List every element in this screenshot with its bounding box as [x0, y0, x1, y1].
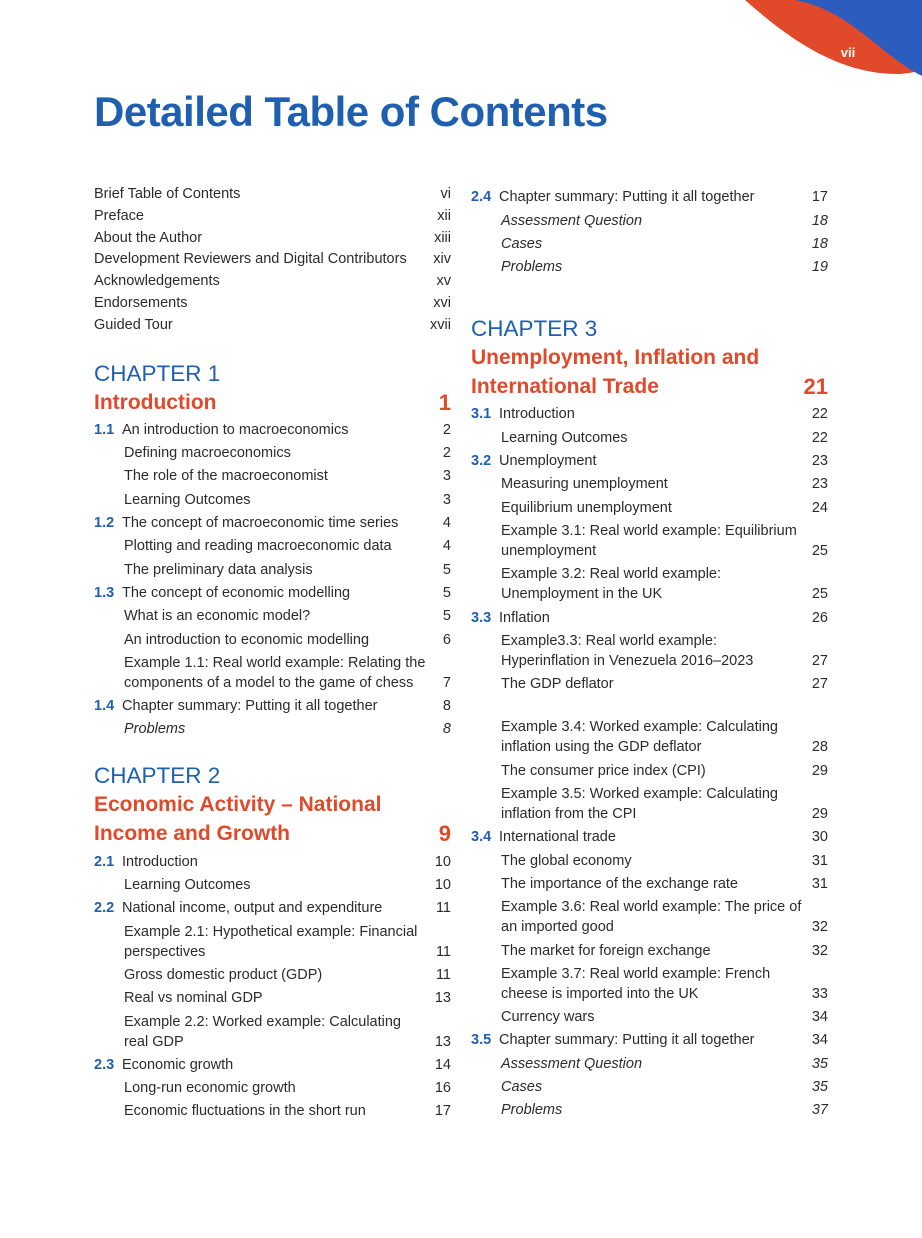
- toc-subsection[interactable]: Example 2.1: Hypothetical example: Financial perspectives 11: [124, 923, 451, 960]
- toc-column-left: [94, 184, 451, 1121]
- toc-subsection[interactable]: Currency wars 34: [501, 1009, 828, 1026]
- toc-subsection[interactable]: The role of the macroeconomist 3: [124, 468, 451, 485]
- toc-subsection[interactable]: Real vs nominal GDP 13: [124, 990, 451, 1007]
- toc-section[interactable]: 3.1 Introduction 22: [471, 406, 828, 423]
- chapter-title[interactable]: Introduction 1: [94, 389, 451, 415]
- toc-subsection[interactable]: Example 3.2: Real world example: Unemployment in the UK 25: [501, 566, 828, 603]
- toc-section[interactable]: 3.4 International trade 30: [471, 829, 828, 846]
- toc-section[interactable]: 3.2 Unemployment 23: [471, 453, 828, 470]
- toc-entry[interactable]: Endorsements xvi: [94, 294, 451, 311]
- toc-subsection[interactable]: Learning Outcomes 3: [124, 491, 451, 508]
- toc-subsection[interactable]: Example 3.5: Worked example: Calculating inflation from the CPI 29: [501, 786, 828, 823]
- toc-subsection[interactable]: Equilibrium unemployment 24: [501, 499, 828, 516]
- toc-subsection[interactable]: Learning Outcomes 22: [501, 429, 828, 446]
- toc-subsection[interactable]: Assessment Question 18: [501, 212, 828, 229]
- toc-subsection[interactable]: What is an economic model? 5: [124, 608, 451, 625]
- toc-section[interactable]: 2.1 Introduction 10: [94, 853, 451, 870]
- toc-subsection[interactable]: The preliminary data analysis 5: [124, 561, 451, 578]
- toc-section[interactable]: 1.2 The concept of macroeconomic time series 4: [94, 515, 451, 532]
- toc-section[interactable]: 3.3 Inflation 26: [471, 609, 828, 626]
- toc-subsection[interactable]: Assessment Question 35: [501, 1055, 828, 1072]
- toc-section[interactable]: 2.2 National income, output and expenditure 11: [94, 900, 451, 917]
- toc-subsection[interactable]: The global economy 31: [501, 852, 828, 869]
- toc-subsection[interactable]: An introduction to economic modelling 6: [124, 631, 451, 648]
- toc-subsection[interactable]: Example 2.2: Worked example: Calculating real GDP 13: [124, 1013, 451, 1050]
- toc-subsection[interactable]: Problems 19: [501, 259, 828, 276]
- corner-decoration: [0, 0, 922, 90]
- toc-subsection[interactable]: The market for foreign exchange 32: [501, 942, 828, 959]
- toc-subsection[interactable]: Example3.3: Real world example: Hyperinflation in Venezuela 2016–2023 27: [501, 632, 828, 669]
- toc-subsection[interactable]: Long-run economic growth 16: [124, 1080, 451, 1097]
- toc-subsection[interactable]: Example 3.6: Real world example: The price of an imported good 32: [501, 899, 828, 936]
- chapter-label: CHAPTER 3: [471, 316, 598, 342]
- toc-column-right: [471, 184, 828, 1120]
- chapter-title[interactable]: Economic Activity – National Income and Growth 9: [94, 793, 451, 847]
- toc-entry[interactable]: Guided Tour xvii: [94, 316, 451, 333]
- toc-subsection[interactable]: Example 3.7: Real world example: French cheese is imported into the UK 33: [501, 965, 828, 1002]
- toc-subsection[interactable]: Plotting and reading macroeconomic data 4: [124, 538, 451, 555]
- chapter-label: CHAPTER 1: [94, 360, 221, 386]
- toc-subsection[interactable]: Gross domestic product (GDP) 11: [124, 966, 451, 983]
- page-title: Detailed Table of Contents: [94, 88, 608, 135]
- toc-section[interactable]: 1.4 Chapter summary: Putting it all together 8: [94, 698, 451, 715]
- toc-subsection[interactable]: The importance of the exchange rate 31: [501, 875, 828, 892]
- toc-subsection[interactable]: Measuring unemployment 23: [501, 476, 828, 493]
- page-number: vii: [840, 45, 856, 60]
- toc-entry[interactable]: About the Author xiii: [94, 229, 451, 246]
- toc-subsection[interactable]: Defining macroeconomics 2: [124, 445, 451, 462]
- toc-section[interactable]: 2.4 Chapter summary: Putting it all together 17: [471, 189, 828, 206]
- toc-section[interactable]: 1.3 The concept of economic modelling 5: [94, 584, 451, 601]
- toc-subsection[interactable]: Economic fluctuations in the short run 17: [124, 1103, 451, 1120]
- toc-entry[interactable]: Development Reviewers and Digital Contributors xiv: [94, 251, 451, 268]
- toc-entry[interactable]: Acknowledgements xv: [94, 273, 451, 290]
- toc-subsection[interactable]: Example 3.1: Real world example: Equilibrium unemployment 25: [501, 522, 828, 559]
- toc-subsection[interactable]: The GDP deflator 27: [501, 676, 828, 693]
- toc-section[interactable]: 2.3 Economic growth 14: [94, 1056, 451, 1073]
- toc-subsection[interactable]: Learning Outcomes 10: [124, 877, 451, 894]
- toc-subsection[interactable]: The consumer price index (CPI) 29: [501, 762, 828, 779]
- toc-subsection[interactable]: Example 1.1: Real world example: Relating the components of a model to the game of chess 7: [124, 654, 451, 691]
- toc-section[interactable]: 1.1 An introduction to macroeconomics 2: [94, 421, 451, 438]
- chapter-title[interactable]: Unemployment, Inflation and International Trade 21: [471, 346, 828, 400]
- toc-subsection[interactable]: Cases 18: [501, 235, 828, 252]
- chapter-label: CHAPTER 2: [94, 763, 221, 789]
- toc-entry[interactable]: Brief Table of Contents vi: [94, 186, 451, 202]
- toc-subsection[interactable]: Problems 37: [501, 1102, 828, 1119]
- toc-section[interactable]: 3.5 Chapter summary: Putting it all together 34: [471, 1032, 828, 1049]
- toc-subsection[interactable]: Problems 8: [124, 721, 451, 738]
- toc-subsection[interactable]: Example 3.4: Worked example: Calculating inflation using the GDP deflator 28: [501, 719, 828, 756]
- toc-subsection[interactable]: Cases 35: [501, 1079, 828, 1096]
- toc-entry[interactable]: Preface xii: [94, 207, 451, 224]
